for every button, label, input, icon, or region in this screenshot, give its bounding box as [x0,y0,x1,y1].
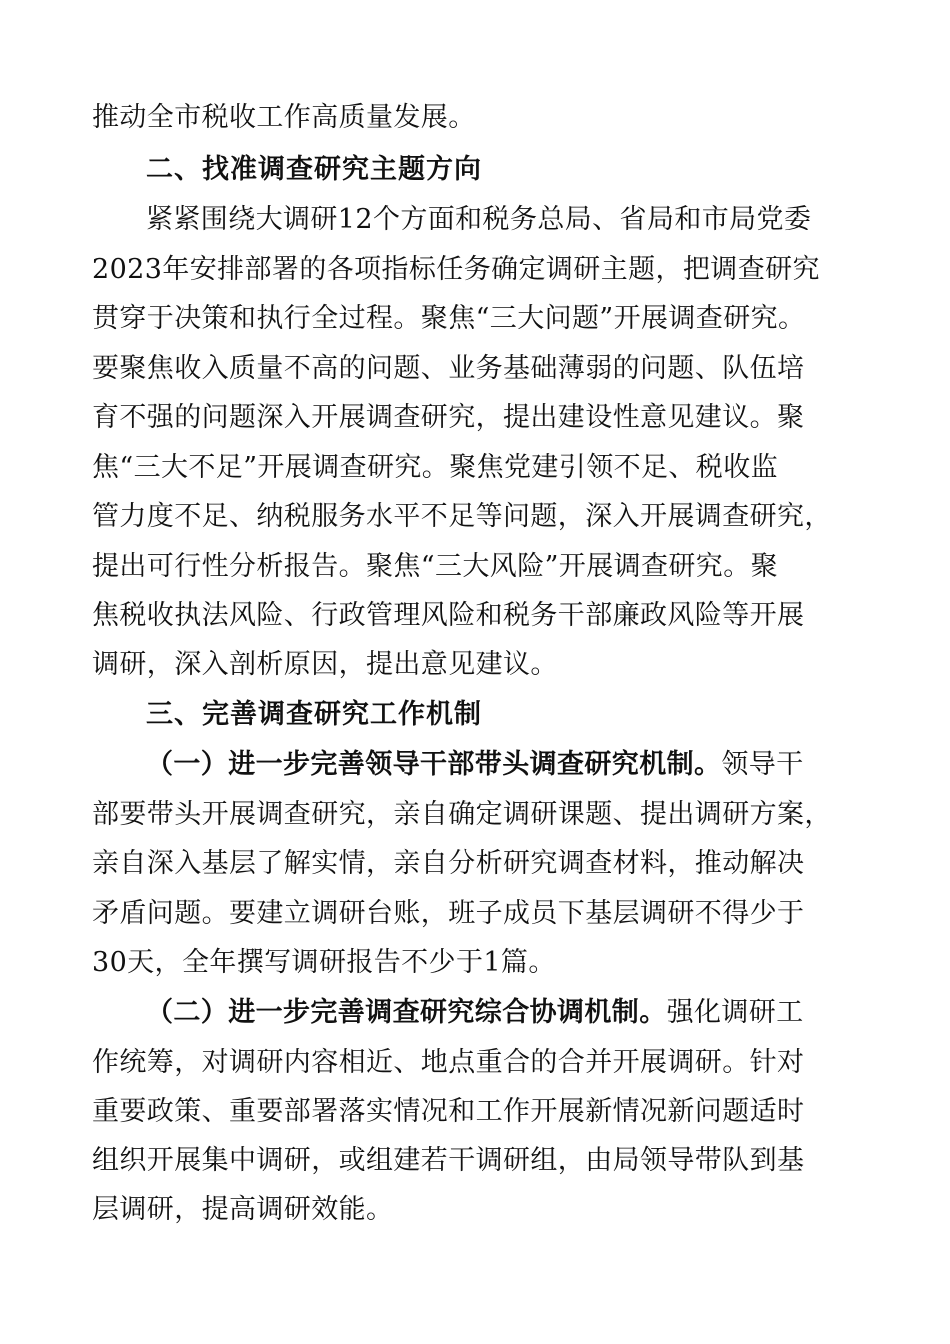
subsection-2-text: 强化调研工 [666,997,804,1028]
paragraph-line: 组织开展集中调研，或组建若干调研组，由局领导带队到基 [92,1145,805,1176]
paragraph-line: 层调研，提高调研效能。 [92,1194,394,1225]
paragraph-line: 推动全市税收工作高质量发展。 [92,102,476,133]
paragraph-line: 要聚焦收入质量不高的问题、业务基础薄弱的问题、队伍培 [92,353,805,384]
paragraph-line: 30天，全年撰写调研报告不少于1篇。 [92,947,556,978]
paragraph-line: 管力度不足、纳税服务水平不足等问题，深入开展调查研究， [92,501,832,532]
subsection-1-text: 领导干 [721,749,804,780]
subsection-1-first-line [146,745,926,785]
paragraph-line: 矛盾问题。要建立调研台账，班子成员下基层调研不得少于 [92,898,805,929]
paragraph-line: 育不强的问题深入开展调查研究，提出建设性意见建议。聚 [92,402,805,433]
subsection-1-title: （一）进一步完善领导干部带头调查研究机制。 [146,749,722,780]
subsection-2-first-line [146,993,926,1033]
paragraph-line: 焦“三大不足”开展调查研究。聚焦党建引领不足、税收监 [92,452,779,483]
paragraph-line: 紧紧围绕大调研12个方面和税务总局、省局和市局党委 [146,204,812,235]
paragraph-line: 提出可行性分析报告。聚焦“三大风险”开展调查研究。聚 [92,551,779,582]
paragraph-line: 贯穿于决策和执行全过程。聚焦“三大问题”开展调查研究。 [92,303,806,334]
paragraph-line: 部要带头开展调查研究，亲自确定调研课题、提出调研方案， [92,799,832,830]
paragraph-line: 调研，深入剖析原因，提出意见建议。 [92,649,558,680]
paragraph-line: 2023年安排部署的各项指标任务确定调研主题，把调查研究 [92,254,820,285]
paragraph-line: 作统筹，对调研内容相近、地点重合的合并开展调研。针对 [92,1047,805,1078]
paragraph-line: 焦税收执法风险、行政管理风险和税务干部廉政风险等开展 [92,600,805,631]
paragraph-line: 亲自深入基层了解实情，亲自分析研究调查材料，推动解决 [92,848,805,879]
paragraph-line: 重要政策、重要部署落实情况和工作开展新情况新问题适时 [92,1096,805,1127]
subsection-2-title: （二）进一步完善调查研究综合协调机制。 [146,997,667,1028]
section-heading-3: 三、完善调查研究工作机制 [146,699,482,730]
section-heading-2: 二、找准调查研究主题方向 [146,154,482,185]
